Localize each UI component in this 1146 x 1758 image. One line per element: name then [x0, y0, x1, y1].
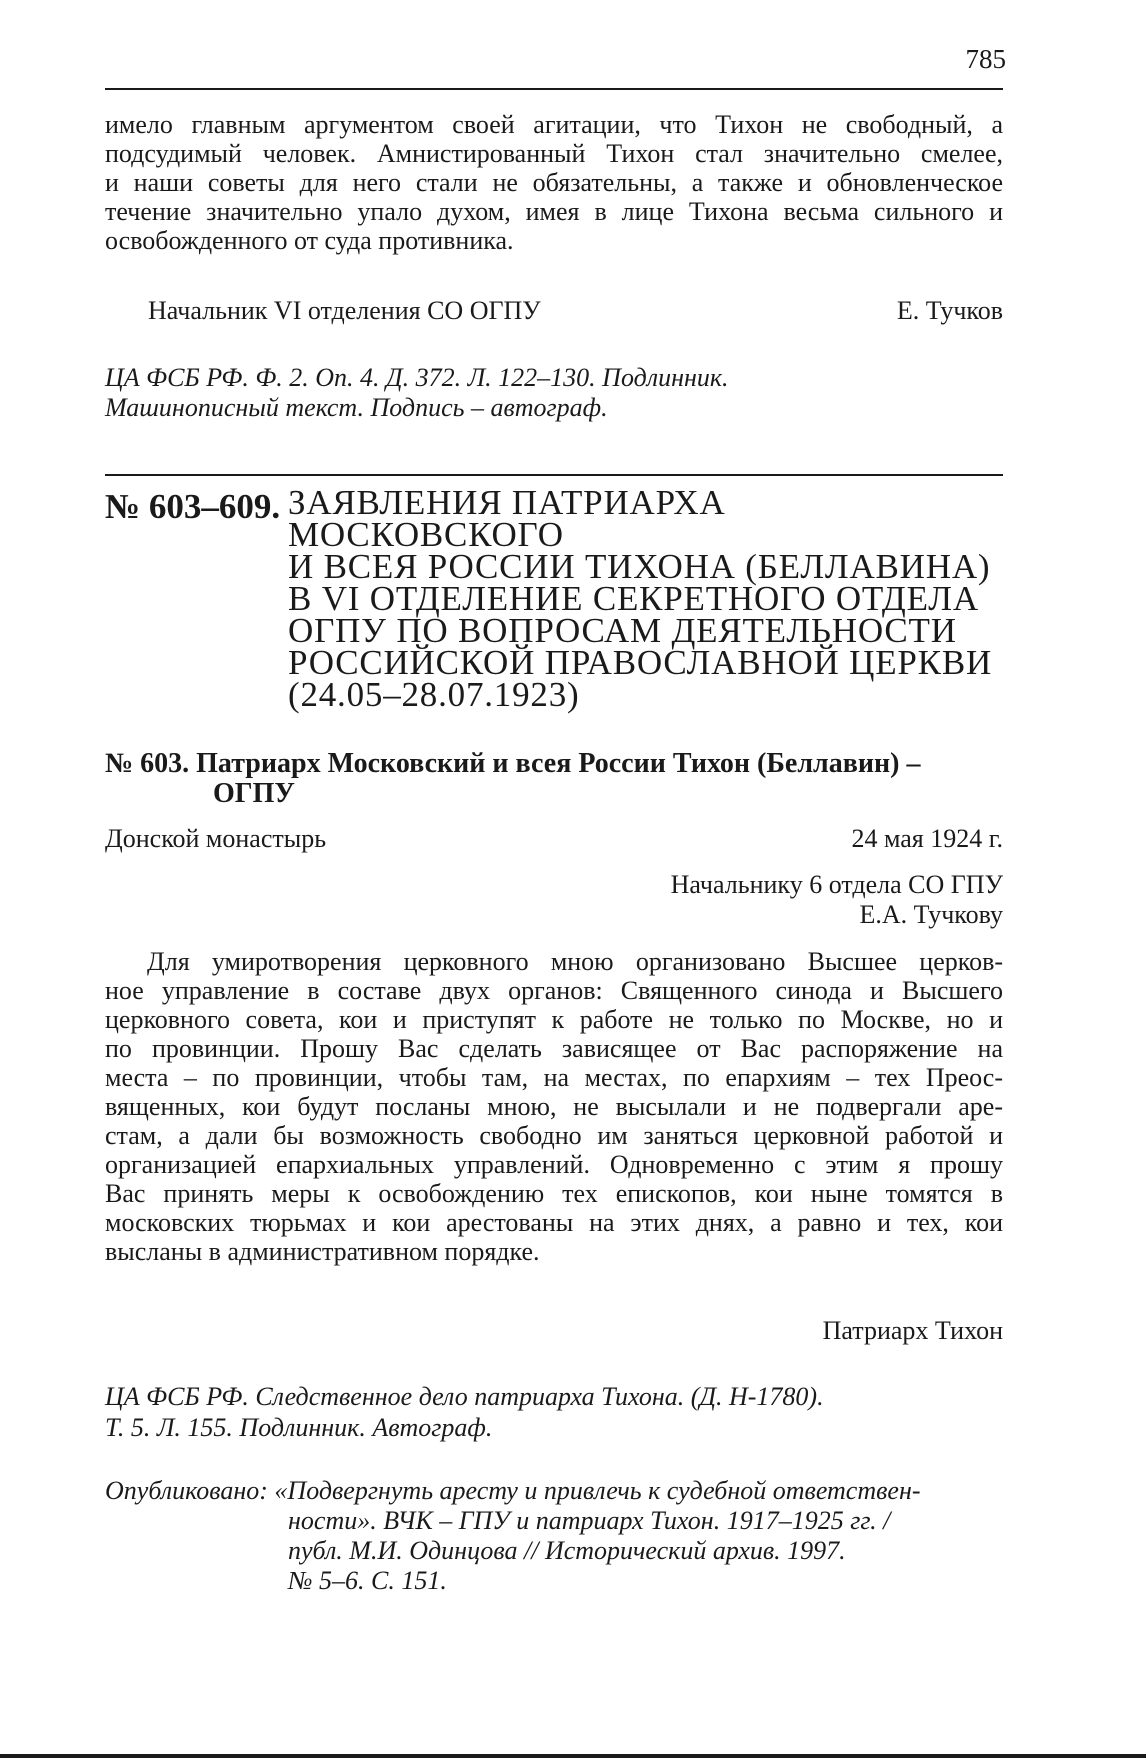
intro-line: имело главным аргументом своей агитации, что Тихон не свободный, а: [105, 110, 1003, 139]
intro-paragraph: [105, 110, 1003, 255]
publication-note: [105, 1476, 1003, 1596]
publication-line-4: № 5–6. С. 151.: [288, 1566, 447, 1595]
document-place: Донской монастырь: [105, 824, 327, 853]
header-rule: [105, 88, 1003, 90]
section-title: [288, 483, 1008, 714]
publication-label: Опубликовано:: [105, 1476, 268, 1505]
body-line: по провинции. Прошу Вас сделать зависящее от Вас распоряжение на: [105, 1034, 1003, 1063]
body-line: места – по провинции, чтобы там, на местах, по епархиям – тех Преос-: [105, 1063, 1003, 1092]
body-line: ное управление в составе двух органов: Священного синода и Высшего: [105, 976, 1003, 1005]
body-line: стам, а дали бы возможность свободно им заняться церковной работой и: [105, 1121, 1003, 1150]
body-line: церковного совета, кои и приступят к работе не только по Москве, но и: [105, 1005, 1003, 1034]
document-title-line-2: ОГПУ: [213, 778, 295, 809]
section-title-line: ЗАЯВЛЕНИЯ ПАТРИАРХА МОСКОВСКОГО: [288, 483, 726, 554]
section-title-line: ОГПУ ПО ВОПРОСАМ ДЕЯТЕЛЬНОСТИ: [288, 611, 957, 650]
intro-line: подсудимый человек. Амнистированный Тихон стал значительно смелее,: [105, 139, 1003, 168]
section-title-line: (24.05–28.07.1923): [288, 675, 580, 714]
source-line-2: Машинописный текст. Подпись – автограф.: [105, 393, 608, 422]
intro-line: освобожденного от суда противника.: [105, 226, 514, 255]
body-line: организацией епархиальных управлений. Одновременно с этим я прошу: [105, 1150, 1003, 1179]
section-title-line: РОССИЙСКОЙ ПРАВОСЛАВНОЙ ЦЕРКВИ: [288, 643, 993, 682]
source-line-1: ЦА ФСБ РФ. Ф. 2. Оп. 4. Д. 372. Л. 122–130. Подлинник.: [105, 363, 729, 392]
signature-position: Начальник VI отделения СО ОГПУ: [148, 296, 541, 325]
bottom-edge: [0, 1754, 1146, 1758]
intro-line: течение значительно упало духом, имея в лице Тихона весьма сильного и: [105, 197, 1003, 226]
document-body: [105, 947, 1003, 1266]
body-line: вященных, кои будут посланы мною, не высылали и не подвергали аре-: [105, 1092, 1003, 1121]
document-signature: Патриарх Тихон: [822, 1316, 1003, 1345]
section-title-line: И ВСЕЯ РОССИИ ТИХОНА (БЕЛЛАВИНА): [288, 547, 991, 586]
body-line: высланы в административном порядке.: [105, 1237, 540, 1266]
body-line: Вас принять меры к освобождению тех епископов, кои ныне томятся в: [105, 1179, 1003, 1208]
intro-line: и наши советы для него стали не обязательны, а также и обновленческое: [105, 168, 1003, 197]
section-title-line: В VI ОТДЕЛЕНИЕ СЕКРЕТНОГО ОТДЕЛА: [288, 579, 979, 618]
page-number: 785: [965, 44, 1006, 74]
document-title: [105, 749, 1003, 809]
publication-line-1: «Подвергнуть аресту и привлечь к судебной ответствен-: [274, 1476, 921, 1505]
body-line: Для умиротворения церковного мною организовано Высшее церков-: [147, 947, 1003, 976]
document-title-line-1: № 603. Патриарх Московский и всея России Тихон (Беллавин) –: [105, 748, 921, 779]
signature-name: Е. Тучков: [896, 296, 1003, 325]
archive-source-line-1: ЦА ФСБ РФ. Следственное дело патриарха Тихона. (Д. Н-1780).: [105, 1382, 824, 1411]
body-line: московских тюрьмах и кои арестованы на этих днях, а равно и тех, кои: [105, 1208, 1003, 1237]
addressee-line-2: Е.А. Тучкову: [859, 900, 1003, 929]
section-rule: [105, 474, 1003, 476]
addressee-line-1: Начальнику 6 отдела СО ГПУ: [670, 870, 1003, 899]
section-number: № 603–609.: [105, 487, 281, 526]
document-date: 24 мая 1924 г.: [851, 824, 1003, 853]
archive-source-line-2: Т. 5. Л. 155. Подлинник. Автограф.: [105, 1413, 493, 1442]
publication-line-3: публ. М.И. Одинцова // Исторический архив. 1997.: [288, 1536, 846, 1565]
publication-line-2: ности». ВЧК – ГПУ и патриарх Тихон. 1917–1925 гг. /: [288, 1506, 891, 1535]
